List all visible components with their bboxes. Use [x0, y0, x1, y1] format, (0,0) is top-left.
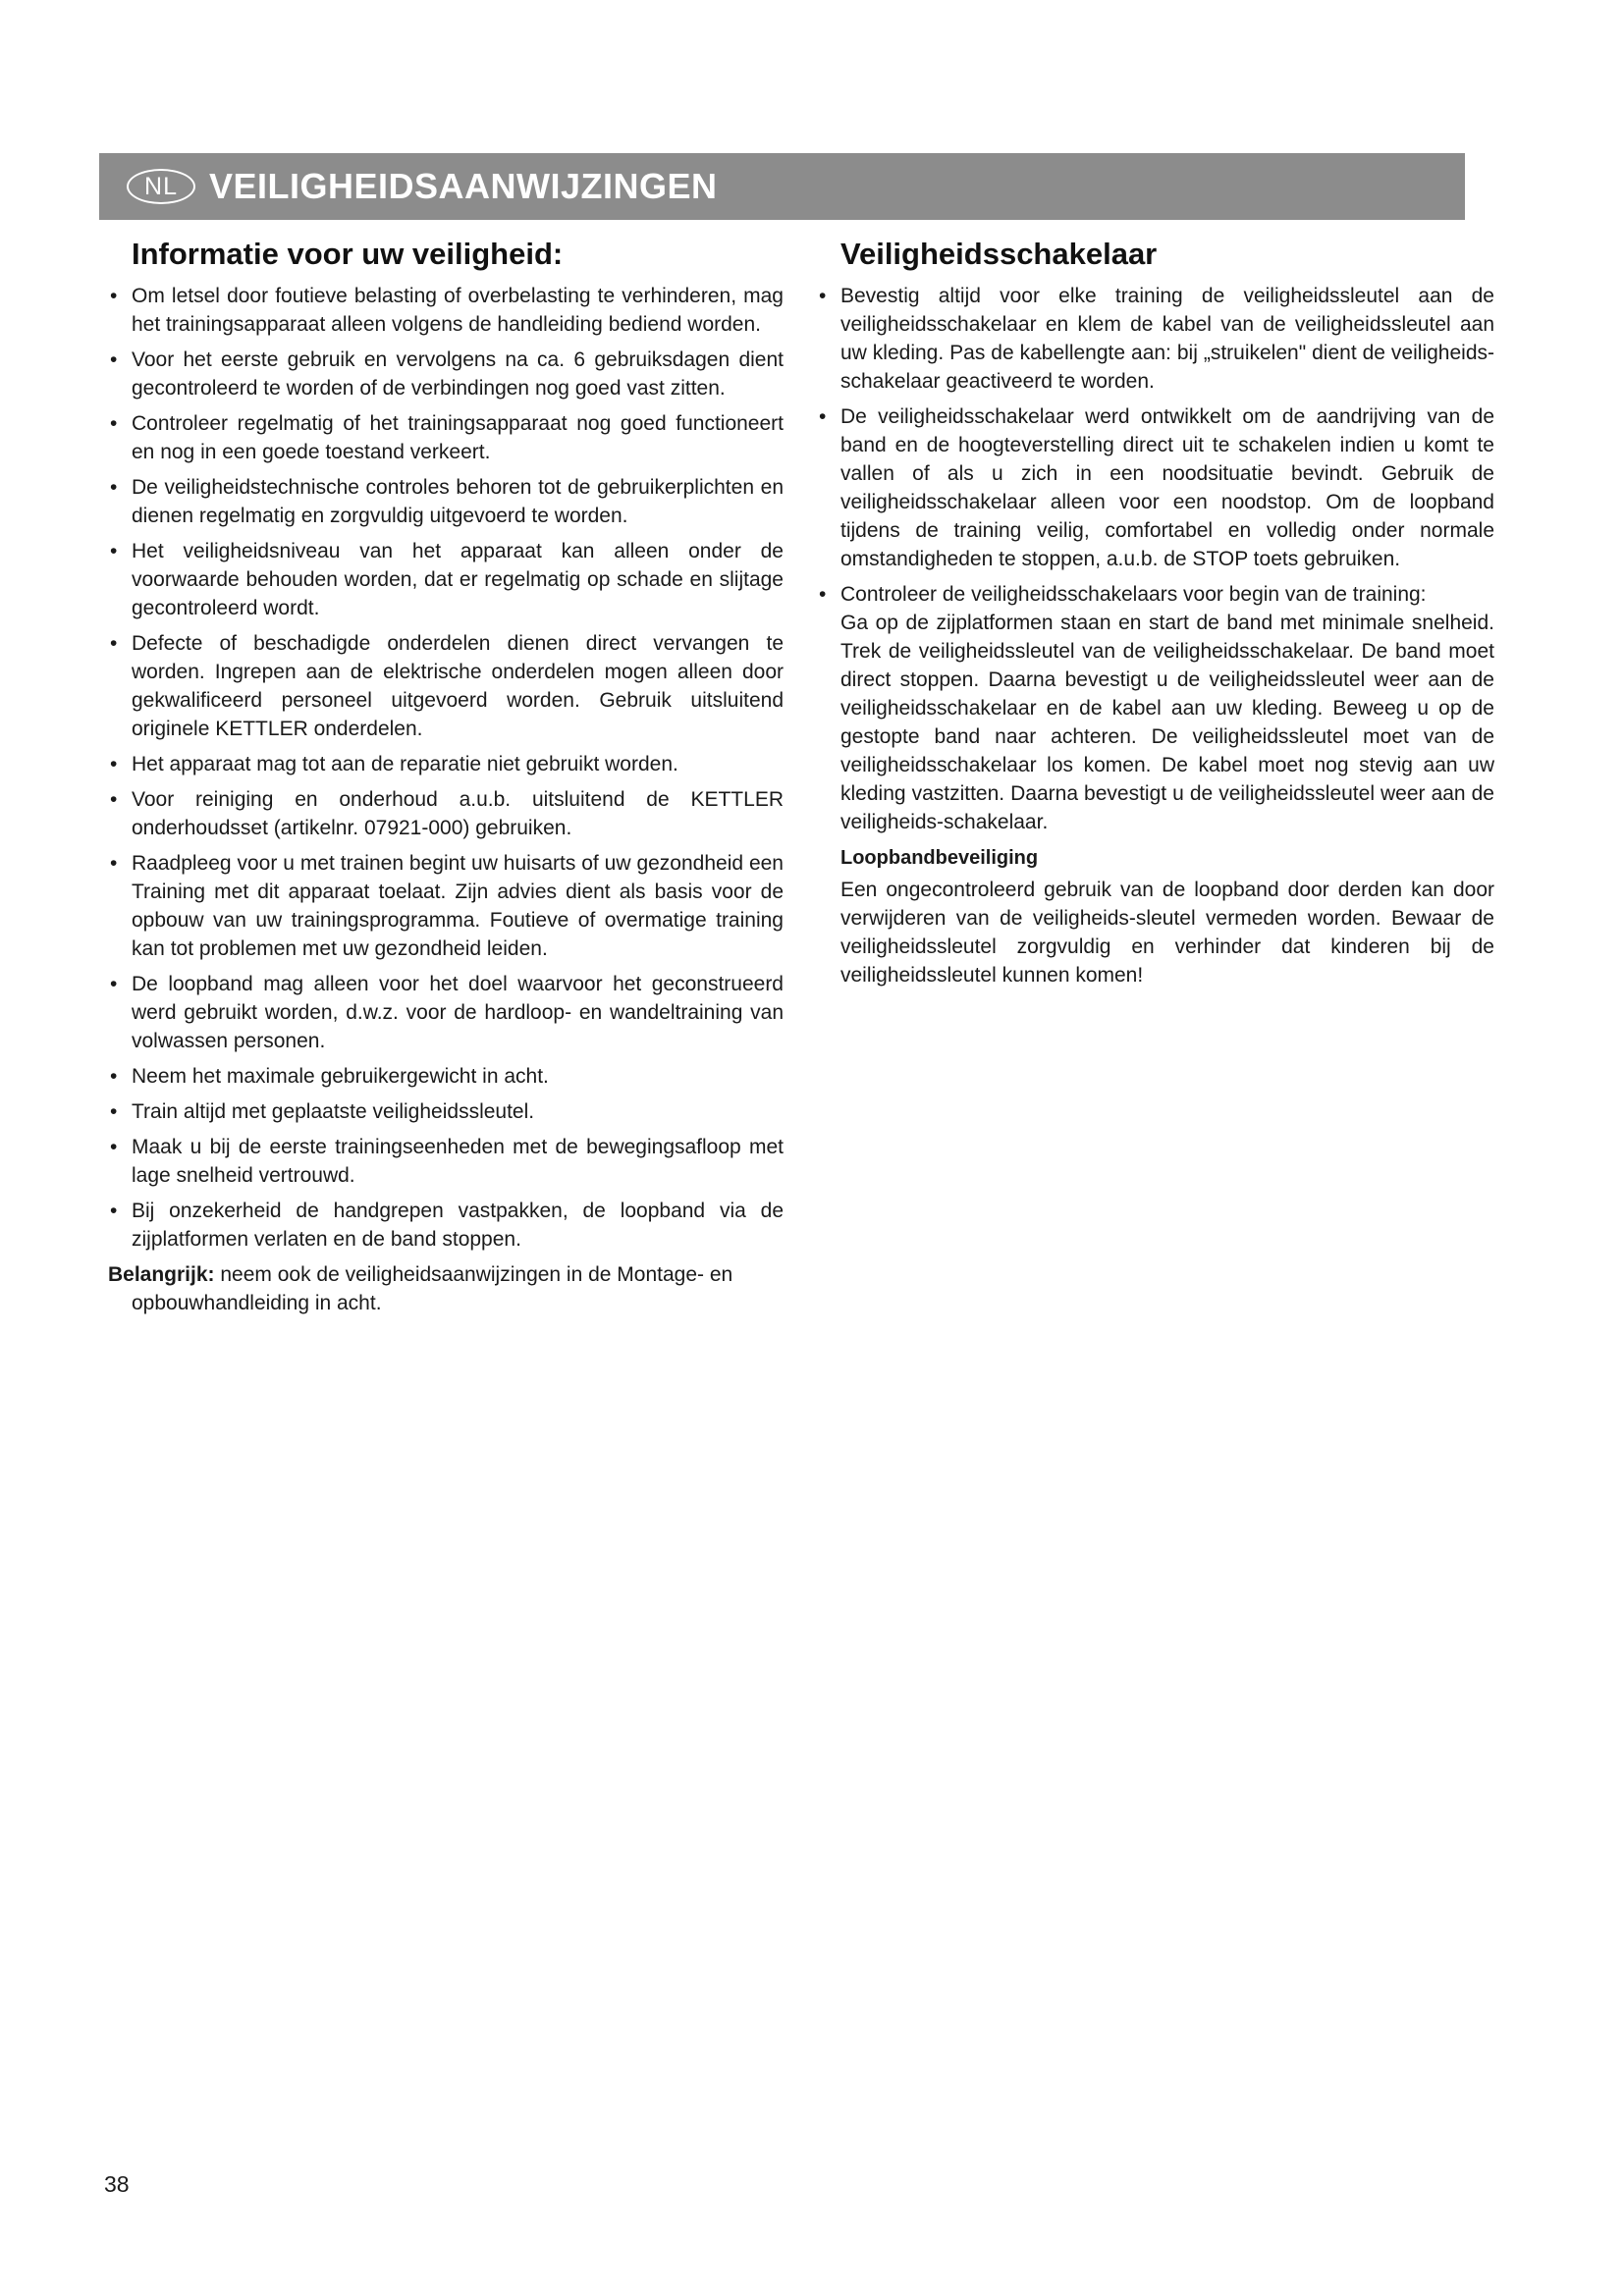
bullet-icon: •	[110, 972, 118, 995]
safety-info-list	[108, 282, 784, 1254]
subheading-treadmill-protection: Loopbandbeveiliging	[840, 846, 1039, 869]
bullet-icon: •	[110, 411, 118, 435]
bullet-icon: •	[110, 851, 118, 875]
bullet-icon: •	[819, 582, 827, 606]
section-banner	[99, 153, 1465, 220]
list-item: • Raadpleeg voor u met trainen begint uw huisarts of uw gezondheid een Training met dit apparaat toelaat. Zijn advies dient als basis voor de opbouw van uw trainingsprogramma. Foutieve of overmatige training kan tot problemen met uw gezondheid leiden.	[108, 849, 784, 963]
right-heading: Veiligheidsschakelaar	[840, 237, 1158, 271]
bullet-icon: •	[110, 631, 118, 655]
language-badge: NL	[127, 169, 195, 204]
page-number: 38	[104, 2171, 130, 2197]
list-item: • Defecte of beschadigde onderdelen dienen direct vervangen te worden. Ingrepen aan de elektrische onderdelen mogen alleen door gekwalificeerd personeel uitgevoerd worden. Gebruik uitsluitend originele KETTLER onderdelen.	[108, 629, 784, 743]
bullet-icon: •	[110, 1199, 118, 1222]
bullet-icon: •	[110, 1064, 118, 1088]
list-item: • Maak u bij de eerste trainingseenheden met de bewegingsafloop met lage snelheid vertrouwd.	[108, 1133, 784, 1190]
list-item: • De loopband mag alleen voor het doel waarvoor het geconstrueerd werd gebruikt worden, d.w.z. voor de hardloop- en wandeltraining van volwassen personen.	[108, 970, 784, 1055]
left-column	[108, 236, 784, 1317]
bullet-icon: •	[819, 284, 827, 307]
important-note	[108, 1260, 784, 1317]
check-intro: Controleer de veiligheidsschakelaars voor begin van de training:	[840, 582, 1427, 606]
list-item: • Train altijd met geplaatste veiligheidssleutel.	[108, 1097, 784, 1126]
page-title: VEILIGHEIDSAANWIJZINGEN	[209, 166, 718, 206]
check-procedure: Ga op de zijplatformen staan en start de band met minimale snelheid. Trek de veiligheidssleutel van de veiligheidsschakelaar. De band moet direct stoppen. Daarna bevestigt u de veiligheidssleutel weer aan de veiligheidsschakelaar en de kabel aan uw kleding. Beweeg u op de gestopte band naar achteren. De veiligheidssleutel moet van de veiligheidsschakelaar los komen. De kabel moet nog stevig aan uw kleding vastzitten. Daarna bevestigt u de veiligheidssleutel weer aan de veiligheids-schakelaar.	[840, 611, 1494, 833]
important-label: Belangrijk:	[108, 1262, 215, 1286]
safety-switch-list	[817, 282, 1494, 836]
list-item: • Bij onzekerheid de handgrepen vastpakken, de loopband via de zijplatformen verlaten en de band stoppen.	[108, 1197, 784, 1254]
important-text: neem ook de veiligheidsaanwijzingen in de Montage- en opbouwhandleiding in acht.	[132, 1262, 733, 1314]
treadmill-protection-paragraph: Een ongecontroleerd gebruik van de loopband door derden kan door verwijderen van de veiligheids-sleutel vermeden worden. Bewaar de veiligheidssleutel zorgvuldig en verhinder dat kinderen bij de veiligheidssleutel kunnen komen!	[840, 878, 1494, 987]
right-column	[817, 236, 1494, 989]
bullet-icon: •	[110, 475, 118, 499]
left-heading: Informatie voor uw veiligheid:	[132, 237, 564, 271]
list-item: • De veiligheidsschakelaar werd ontwikkelt om de aandrijving van de band en de hoogteverstelling direct uit te schakelen indien u komt te vallen of als u zich in een noodsituatie bevindt. Gebruik de veiligheidsschakelaar alleen voor een noodstop. Om de loopband tijdens de training veilig, comfortabel en volledig onder normale omstandigheden te stoppen, a.u.b. de STOP toets gebruiken.	[817, 402, 1494, 573]
list-item: • Controleer regelmatig of het trainingsapparaat nog goed functioneert en nog in een goede toestand verkeert.	[108, 409, 784, 466]
list-item: • Het veiligheidsniveau van het apparaat kan alleen onder de voorwaarde behouden worden, dat er regelmatig op schade en slijtage gecontroleerd wordt.	[108, 537, 784, 622]
bullet-icon: •	[110, 1135, 118, 1158]
list-item	[817, 580, 1494, 836]
list-item: • Voor het eerste gebruik en vervolgens na ca. 6 gebruiksdagen dient gecontroleerd te worden of de verbindingen nog goed vast zitten.	[108, 346, 784, 402]
bullet-icon: •	[110, 347, 118, 371]
list-item: • Voor reiniging en onderhoud a.u.b. uitsluitend de KETTLER onderhoudsset (artikelnr. 07921-000) gebruiken.	[108, 785, 784, 842]
bullet-icon: •	[110, 284, 118, 307]
bullet-icon: •	[110, 787, 118, 811]
list-item: • Bevestig altijd voor elke training de veiligheidssleutel aan de veiligheidsschakelaar en klem de kabel van de veiligheidssleutel aan uw kleding. Pas de kabellengte aan: bij „struikelen" dient de veiligheids-schakelaar geactiveerd te worden.	[817, 282, 1494, 396]
list-item: • Het apparaat mag tot aan de reparatie niet gebruikt worden.	[108, 750, 784, 778]
bullet-icon: •	[110, 752, 118, 775]
bullet-icon: •	[819, 404, 827, 428]
bullet-icon: •	[110, 539, 118, 562]
list-item: • De veiligheidstechnische controles behoren tot de gebruikerplichten en dienen regelmatig en zorgvuldig uitgevoerd te worden.	[108, 473, 784, 530]
list-item: • Neem het maximale gebruikergewicht in acht.	[108, 1062, 784, 1091]
list-item: • Om letsel door foutieve belasting of overbelasting te verhinderen, mag het trainingsapparaat alleen volgens de handleiding bediend worden.	[108, 282, 784, 339]
bullet-icon: •	[110, 1099, 118, 1123]
